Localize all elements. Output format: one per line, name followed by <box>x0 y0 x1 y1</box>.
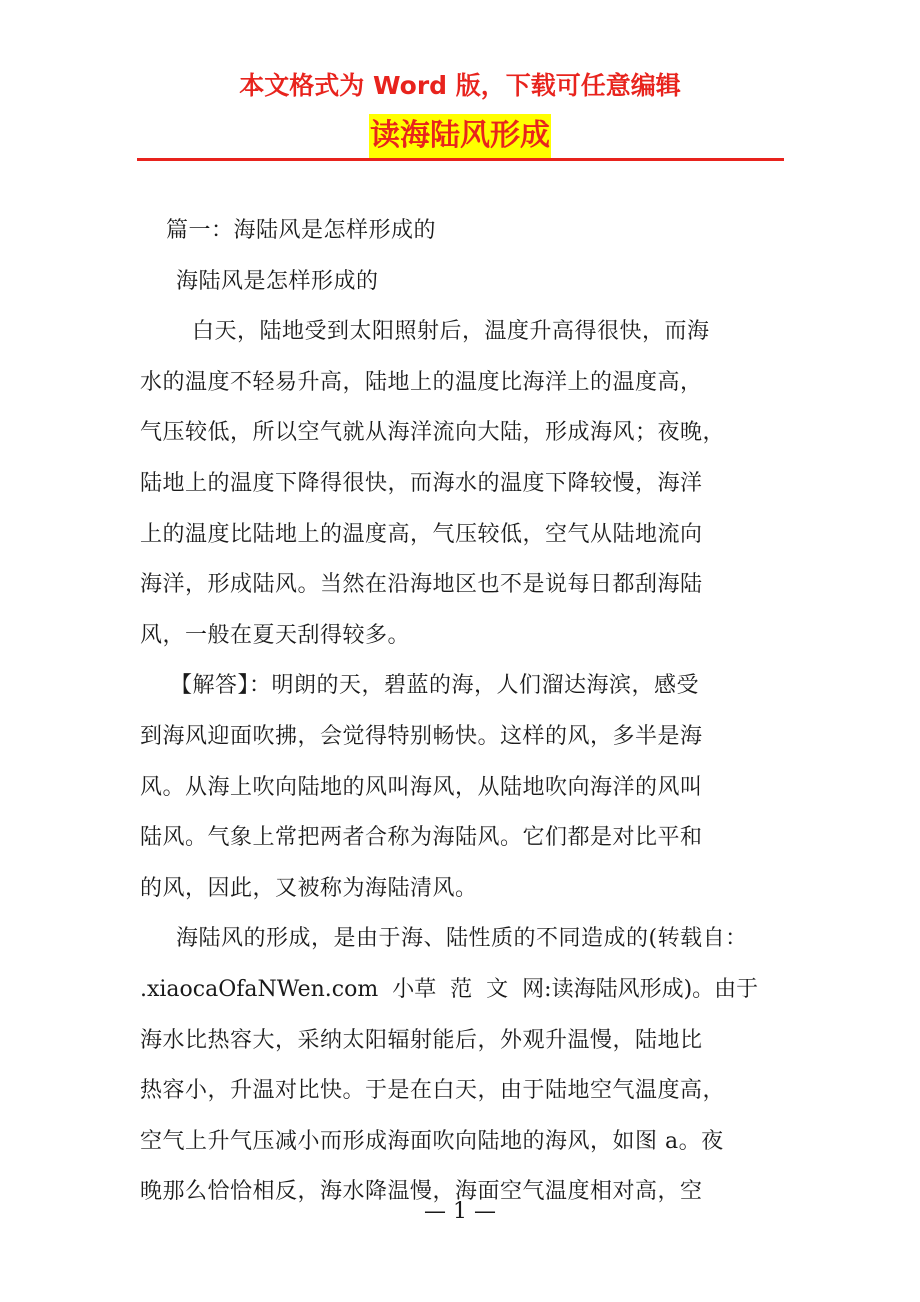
text-line: 海陆风的形成，是由于海、陆性质的不同造成的(转载自： <box>176 926 748 952</box>
text-line: 热容小，升温对比快。于是在白天，由于陆地空气温度高， <box>140 1078 726 1104</box>
text-line: 海陆风是怎样形成的 <box>176 268 379 294</box>
title-container <box>0 114 920 158</box>
text-line: 气压较低，所以空气就从海洋流向大陆，形成海风；夜晚， <box>140 420 726 446</box>
text-line: 的风，因此，又被称为海陆清风。 <box>140 875 478 901</box>
text-line: 白天，陆地受到太阳照射后，温度升高得很快，而海 <box>192 319 710 345</box>
text-line: 到海风迎面吹拂，会觉得特别畅快。这样的风，多半是海 <box>140 723 703 749</box>
text-line: 海水比热容大，采纳太阳辐射能后，外观升温慢，陆地比 <box>140 1027 703 1053</box>
document-title: 读海陆风形成 <box>369 114 551 158</box>
text-line: 陆地上的温度下降得很快，而海水的温度下降较慢，海洋 <box>140 470 703 496</box>
text-line: 【解答】：明朗的天，碧蓝的海，人们溜达海滨，感受 <box>170 673 700 699</box>
text-line: 上的温度比陆地上的温度高，气压较低，空气从陆地流向 <box>140 521 703 547</box>
page-number: — 1 — <box>424 1199 496 1224</box>
text-line: 风。从海上吹向陆地的风叫海风，从陆地吹向海洋的风叫 <box>140 774 703 800</box>
text-line: 空气上升气压减小而形成海面吹向陆地的海风，如图 a。夜 <box>140 1128 724 1154</box>
text-line: 篇一：海陆风是怎样形成的 <box>166 218 437 243</box>
text-line: 海洋，形成陆风。当然在沿海地区也不是说每日都刮海陆 <box>140 572 703 598</box>
text-line: 晚那么恰恰相反，海水降温慢，海面空气温度相对高，空 <box>140 1179 703 1205</box>
text-line: 风，一般在夏天刮得较多。 <box>140 622 411 648</box>
text-line: .xiaocaOfaNWen.com 小草 范 文 网:读海陆风形成)。由于 <box>140 976 759 1002</box>
text-line: 水的温度不轻易升高，陆地上的温度比海洋上的温度高， <box>140 369 703 395</box>
document-body <box>140 206 785 1218</box>
header-divider <box>137 158 784 161</box>
text-line: 陆风。气象上常把两者合称为海陆风。它们都是对比平和 <box>140 825 703 851</box>
format-notice-banner: 本文格式为 Word 版，下载可任意编辑 <box>239 71 681 100</box>
